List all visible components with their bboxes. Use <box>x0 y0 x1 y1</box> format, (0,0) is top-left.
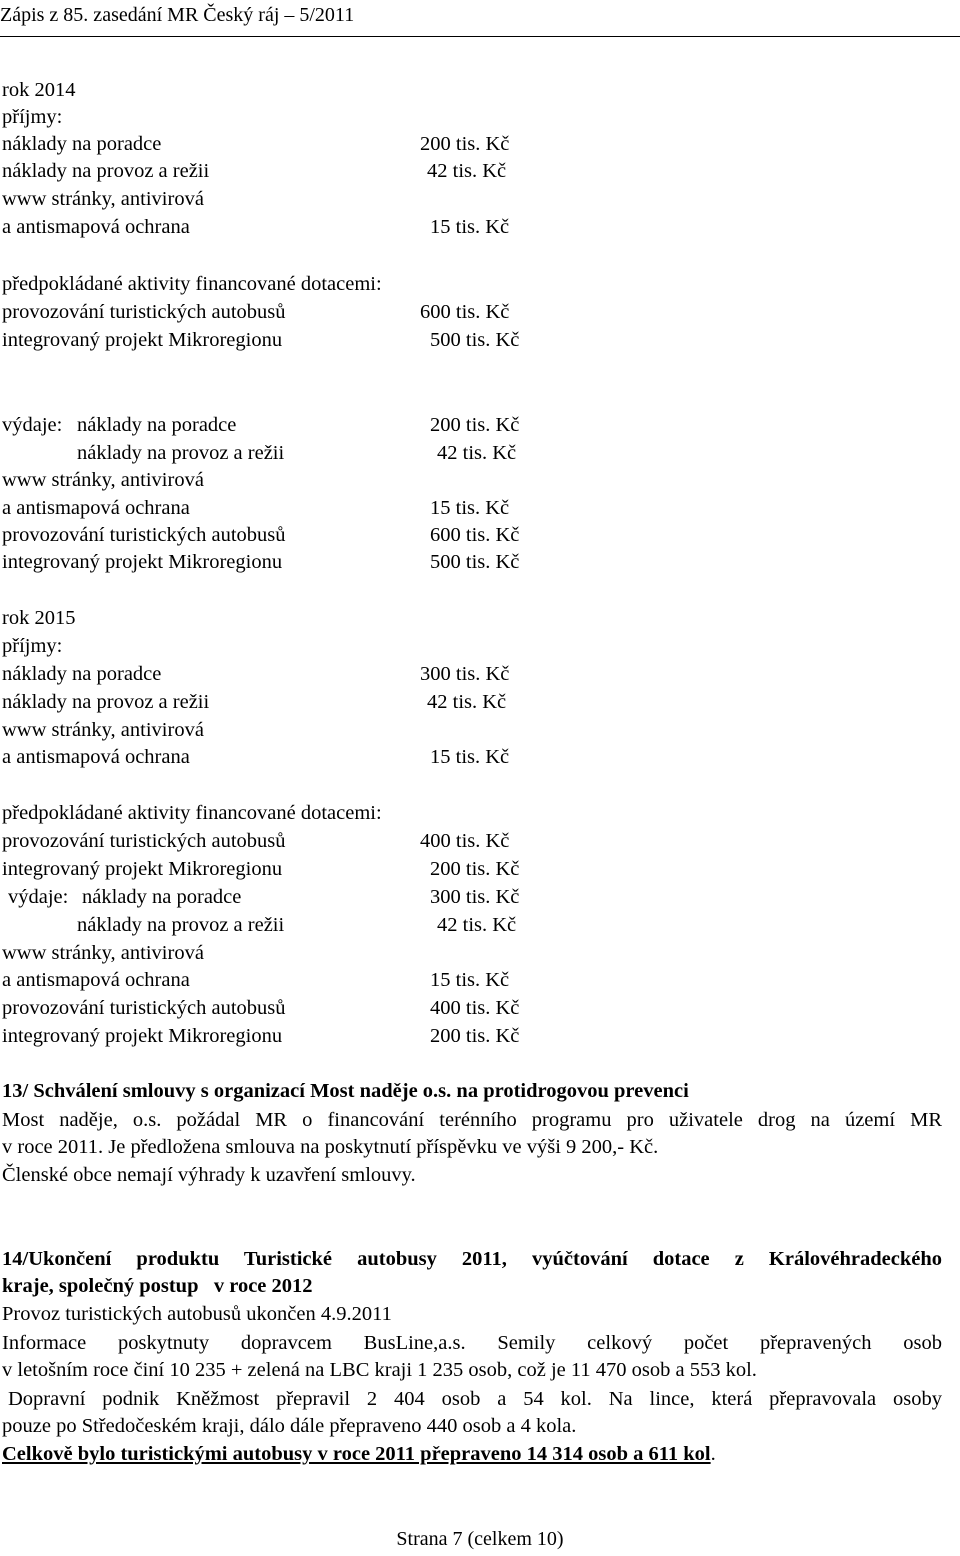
income-row-value: 15 tis. Kč <box>430 216 510 238</box>
grants-label-2014: předpokládané aktivity financované dotacemi: <box>2 273 382 295</box>
expense-row-value: 15 tis. Kč <box>430 497 510 519</box>
income-row-label: a antismapová ochrana <box>2 216 190 238</box>
page-number: Strana 7 (celkem 10) <box>396 1528 564 1550</box>
income-label-2014: příjmy: <box>2 106 63 128</box>
section-14-paragraph-line: v letošním roce činí 10 235 + zelená na LBC kraji 1 235 osob, což je 11 470 osob a 553 kol. <box>2 1359 757 1381</box>
income-row-label: www stránky, antivirová <box>2 188 204 210</box>
section-14-heading-cont: kraje, společný postup v roce 2012 <box>2 1275 313 1297</box>
expense-row-label: integrovaný projekt Mikroregionu <box>2 1025 283 1047</box>
section-14-paragraph-line: pouze po Středočeském kraji, dálo dále přepraveno 440 osob a 4 kola. <box>2 1415 577 1437</box>
header-rule <box>0 36 960 37</box>
section-13-paragraph-line: Členské obce nemají výhrady k uzavření smlouvy. <box>2 1164 416 1186</box>
year-heading-2015: rok 2015 <box>2 607 76 629</box>
income-row-value: 42 tis. Kč <box>427 691 507 713</box>
expense-row-value: 200 tis. Kč <box>430 414 520 436</box>
section-14-paragraph-line: Dopravní podnik Kněžmost přepravil 2 404 osob a 54 kol. Na lince, která přepravovala osoby <box>8 1388 942 1410</box>
expense-row-label: a antismapová ochrana <box>2 497 190 519</box>
expense-row-value: 42 tis. Kč <box>437 914 517 936</box>
document-header: Zápis z 85. zasedání MR Český ráj – 5/2011 <box>0 4 355 26</box>
grant-row-label: provozování turistických autobusů <box>2 830 286 852</box>
section-14-heading: 14/Ukončení produktu Turistické autobusy 2011, vyúčtování dotace z Královéhradeckého <box>2 1248 942 1270</box>
expense-row-label: www stránky, antivirová <box>2 469 204 491</box>
expense-row-label: www stránky, antivirová <box>2 942 204 964</box>
expense-row-value: 400 tis. Kč <box>430 997 520 1019</box>
expense-row-label: integrovaný projekt Mikroregionu <box>2 551 283 573</box>
expense-row-value: 600 tis. Kč <box>430 524 520 546</box>
grant-row-value: 500 tis. Kč <box>430 329 520 351</box>
expense-row-value: 500 tis. Kč <box>430 551 520 573</box>
income-label-2015: příjmy: <box>2 635 63 657</box>
income-row-value: 200 tis. Kč <box>420 133 510 155</box>
income-row-label: a antismapová ochrana <box>2 746 190 768</box>
income-row-label: náklady na poradce <box>2 663 162 685</box>
grants-label-2015: předpokládané aktivity financované dotacemi: <box>2 802 382 824</box>
expense-row-label: náklady na provoz a režii <box>77 914 285 936</box>
expense-row-label: provozování turistických autobusů <box>2 997 286 1019</box>
income-row-value: 15 tis. Kč <box>430 746 510 768</box>
income-row-value: 42 tis. Kč <box>427 160 507 182</box>
income-row-label: náklady na poradce <box>2 133 162 155</box>
grant-row-value: 400 tis. Kč <box>420 830 510 852</box>
expenses-prefix-2015: výdaje: <box>8 886 69 908</box>
expense-row-value: 15 tis. Kč <box>430 969 510 991</box>
income-row-label: náklady na provoz a režii <box>2 160 210 182</box>
section-13-paragraph-line: v roce 2011. Je předložena smlouva na poskytnutí příspěvku ve výši 9 200,- Kč. <box>2 1136 659 1158</box>
section-13-heading: 13/ Schválení smlouvy s organizací Most naděje o.s. na protidrogovou prevenci <box>2 1080 689 1102</box>
expense-row-value: 300 tis. Kč <box>430 886 520 908</box>
expense-row-label: náklady na poradce <box>77 414 237 436</box>
expense-row-label: provozování turistických autobusů <box>2 524 286 546</box>
section-14-paragraph-line: Provoz turistických autobusů ukončen 4.9.2011 <box>2 1303 392 1325</box>
grant-row-value: 600 tis. Kč <box>420 301 510 323</box>
expense-row-value: 42 tis. Kč <box>437 442 517 464</box>
expense-row-label: náklady na provoz a režii <box>77 442 285 464</box>
section-14-summary-text: Celkově bylo turistickými autobusy v roce 2011 přepraveno 14 314 osob a 611 kol <box>2 1443 711 1465</box>
grant-row-label: integrovaný projekt Mikroregionu <box>2 858 283 880</box>
grant-row-label: integrovaný projekt Mikroregionu <box>2 329 283 351</box>
income-row-value: 300 tis. Kč <box>420 663 510 685</box>
expense-row-value: 200 tis. Kč <box>430 1025 520 1047</box>
income-row-label: www stránky, antivirová <box>2 719 204 741</box>
section-14-summary <box>2 1441 716 1468</box>
grant-row-label: provozování turistických autobusů <box>2 301 286 323</box>
income-row-label: náklady na provoz a režii <box>2 691 210 713</box>
expense-row-label: a antismapová ochrana <box>2 969 190 991</box>
section-14-summary-end: . <box>710 1443 716 1465</box>
year-heading-2014: rok 2014 <box>2 79 76 101</box>
expense-row-label: náklady na poradce <box>82 886 242 908</box>
grant-row-value: 200 tis. Kč <box>430 858 520 880</box>
expenses-prefix-2014: výdaje: <box>2 414 63 436</box>
section-13-paragraph-line: Most naděje, o.s. požádal MR o financování terénního programu pro uživatele drog na území MR <box>2 1109 942 1131</box>
section-14-paragraph-line: Informace poskytnuty dopravcem BusLine,a.s. Semily celkový počet přepravených osob <box>2 1332 942 1354</box>
